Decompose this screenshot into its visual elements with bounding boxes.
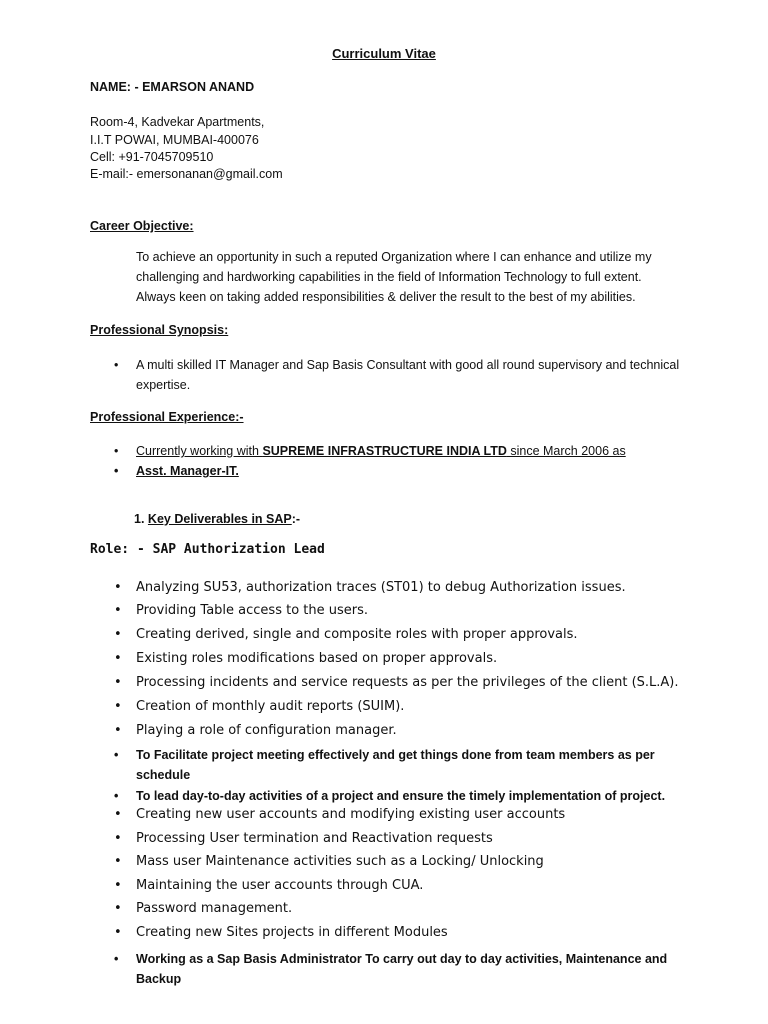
duty-text: Processing User termination and Reactivation requests: [136, 831, 493, 846]
experience-pre: Currently working with: [136, 444, 263, 458]
bullet-icon: •: [114, 358, 119, 372]
bullet-icon: •: [114, 464, 119, 478]
deliverables-suffix: :-: [291, 512, 301, 526]
bullet-icon: •: [114, 807, 122, 822]
career-objective-text: [136, 247, 696, 307]
deliverables-label: Key Deliverables in SAP: [147, 512, 292, 526]
bullet-icon: •: [114, 699, 122, 714]
bullet-icon: •: [114, 878, 122, 893]
bullet-icon: •: [114, 748, 119, 762]
bullet-icon: •: [114, 723, 122, 738]
bullet-icon: •: [114, 627, 122, 642]
experience-post: since March 2006 as: [506, 444, 626, 458]
cell-line: Cell: +91-7045709510: [90, 150, 214, 164]
duty-text: Maintaining the user accounts through CUA.: [136, 878, 424, 893]
designation: Asst. Manager-IT.: [136, 464, 239, 478]
duty-text: Mass user Maintenance activities such as a Locking/ Unlocking: [136, 854, 544, 869]
objective-line-3: Always keen on taking added responsibilities & deliver the result to the best of my abilities.: [136, 290, 636, 304]
email-line: [90, 167, 283, 181]
bullet-icon: •: [114, 580, 122, 595]
duty-text: Existing roles modifications based on proper approvals.: [136, 651, 498, 666]
deliverables-number: 1.: [134, 512, 145, 526]
duty-text: Working as a Sap Basis Administrator To carry out day to day activities, Maintenance and Backup: [136, 952, 668, 986]
bullet-icon: •: [114, 925, 122, 940]
synopsis-text: A multi skilled IT Manager and Sap Basis Consultant with good all round supervisory and technical expertise.: [136, 358, 680, 392]
career-objective-heading: Career Objective:: [90, 219, 194, 233]
document-title: Curriculum Vitae: [332, 46, 436, 61]
duty-text: Analyzing SU53, authorization traces (ST01) to debug Authorization issues.: [136, 580, 626, 595]
role-heading: Role: - SAP Authorization Lead: [90, 542, 325, 557]
bullet-icon: •: [114, 901, 122, 916]
company-name: SUPREME INFRASTRUCTURE INDIA LTD: [262, 444, 507, 458]
experience-text-1: [136, 441, 696, 461]
bullet-icon: •: [114, 952, 119, 966]
duty-text: Playing a role of configuration manager.: [136, 723, 397, 738]
duty-text: Providing Table access to the users.: [136, 603, 369, 618]
bullet-icon: •: [114, 444, 119, 458]
synopsis-heading: Professional Synopsis:: [90, 323, 229, 337]
bullet-icon: •: [114, 603, 122, 618]
duty-text: To Facilitate project meeting effectively and get things done from team members as per schedule: [136, 748, 655, 782]
experience-heading: Professional Experience:-: [90, 410, 244, 424]
key-deliverables-line: [134, 512, 300, 526]
bullet-icon: •: [114, 651, 122, 666]
duty-text: Creating new Sites projects in different Modules: [136, 925, 448, 940]
bullet-icon: •: [114, 831, 122, 846]
duty-text: To lead day-to-day activities of a project and ensure the timely implementation of project.: [136, 789, 666, 803]
objective-line-2: challenging and hardworking capabilities in the field of Information Technology to full extent.: [136, 270, 642, 284]
bullet-icon: •: [114, 675, 122, 690]
duty-text: Creating new user accounts and modifying existing user accounts: [136, 807, 566, 822]
bullet-icon: •: [114, 789, 119, 803]
objective-line-1: To achieve an opportunity in such a reputed Organization where I can enhance and utilize my: [136, 250, 652, 264]
email-address: emersonanan@gmail.com: [136, 167, 283, 181]
duty-text: Creating derived, single and composite roles with proper approvals.: [136, 627, 578, 642]
name-line: NAME: - EMARSON ANAND: [90, 80, 255, 94]
duty-text: Creation of monthly audit reports (SUIM).: [136, 699, 405, 714]
duty-text: Password management.: [136, 901, 293, 916]
bullet-icon: •: [114, 854, 122, 869]
address-line-1: Room-4, Kadvekar Apartments,: [90, 115, 265, 129]
duty-text: Processing incidents and service requests as per the privileges of the client (S.L.A).: [136, 675, 679, 690]
email-label: E-mail:-: [90, 167, 134, 181]
address-line-2: I.I.T POWAI, MUMBAI-400076: [90, 133, 259, 147]
